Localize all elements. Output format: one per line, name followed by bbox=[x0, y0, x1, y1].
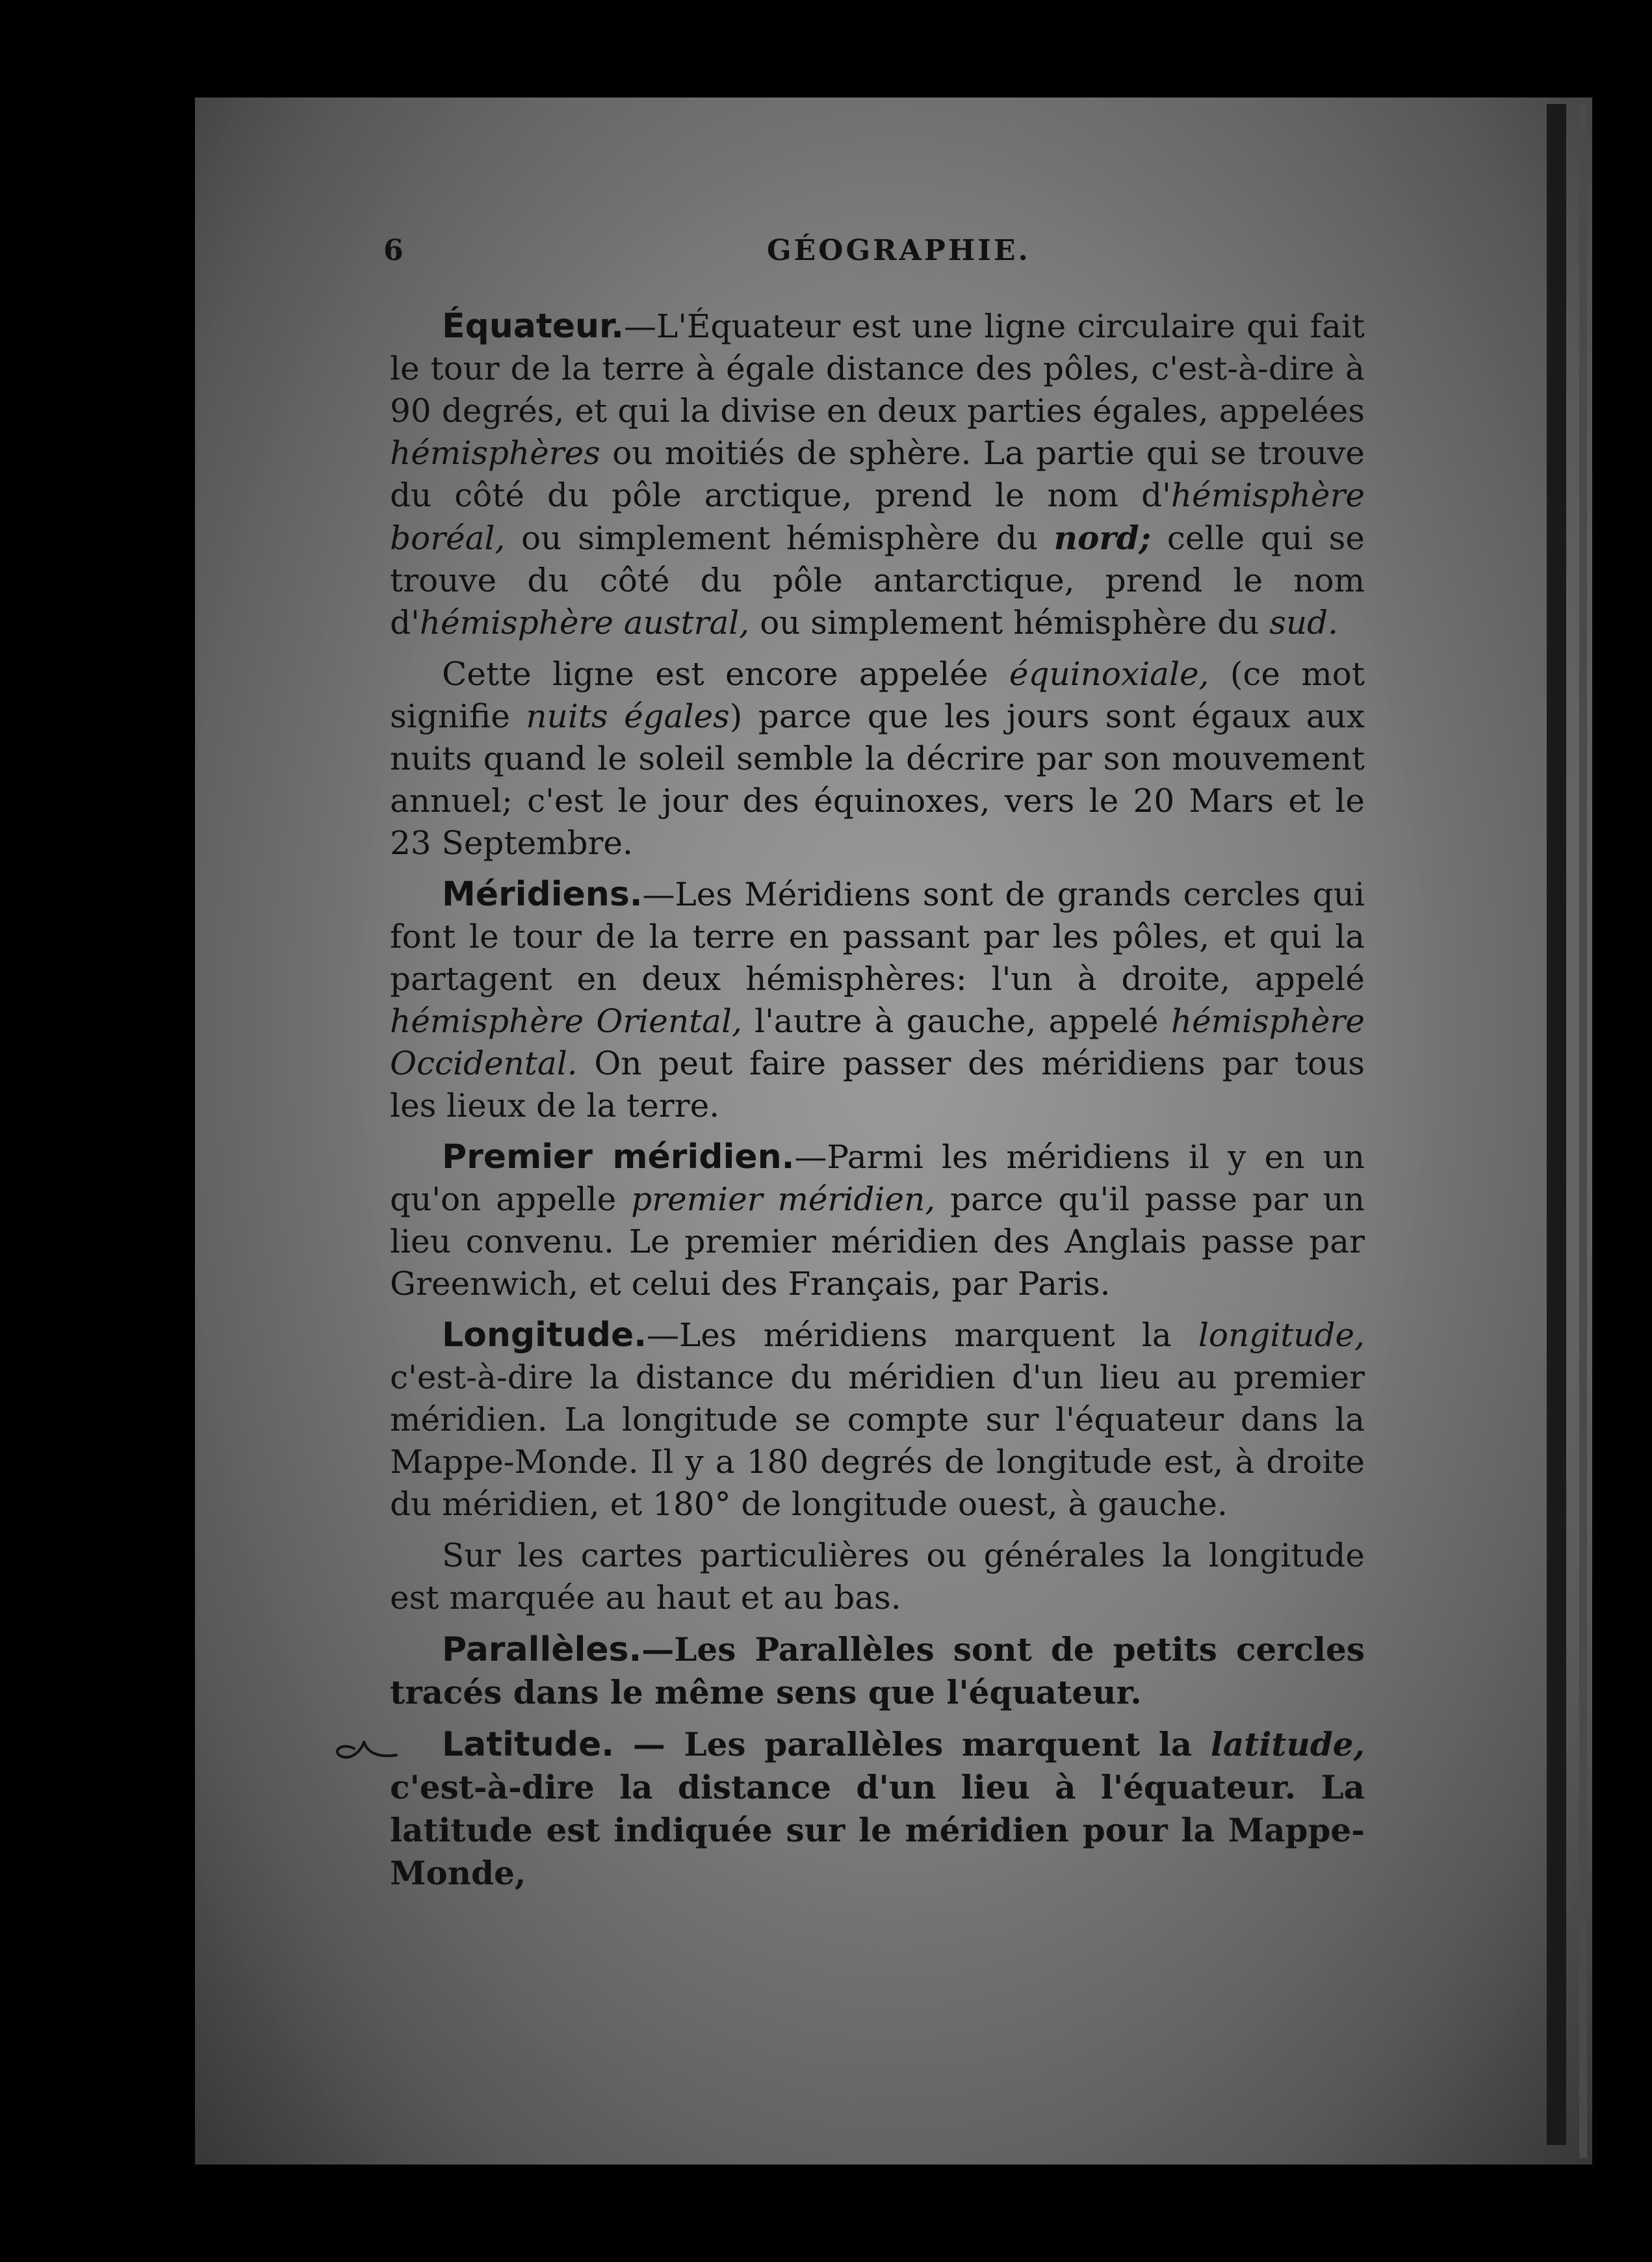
text-run: hémisphères bbox=[390, 434, 600, 472]
text-run: Sur les cartes particulières ou générales la longitude est marquée au haut et au bas. bbox=[390, 1537, 1365, 1617]
body-text bbox=[390, 306, 1365, 1895]
running-header bbox=[383, 234, 1358, 280]
running-title: GÉOGRAPHIE. bbox=[767, 234, 1031, 267]
page-edge bbox=[1579, 104, 1587, 2158]
text-run: ou simplement hémisphère du bbox=[505, 519, 1054, 557]
text-run: c'est-à-dire la distance d'un lieu à l'équateur. La latitude est indiquée sur le méridien pour la Mappe-Monde, bbox=[390, 1768, 1365, 1892]
text-run: hémisphère boréal, bbox=[390, 476, 1365, 557]
text-run: —Les Parallèles sont de petits cercles tracés dans le même sens que l'équateur. bbox=[390, 1630, 1365, 1711]
text-run: —Les méridiens marquent la bbox=[647, 1316, 1198, 1354]
paragraph bbox=[390, 1136, 1365, 1305]
text-run: nord; bbox=[1053, 519, 1152, 557]
handwritten-mark-icon bbox=[328, 1729, 400, 1768]
text-run: ou moitiés de sphère. La partie qui se trouve du côté du pôle arctique, prend le nom d' bbox=[390, 434, 1365, 514]
paragraph bbox=[390, 1535, 1365, 1619]
section-heading: Parallèles. bbox=[442, 1630, 642, 1669]
text-run: équinoxiale, bbox=[1009, 655, 1209, 693]
page-edge-shadow bbox=[1547, 104, 1566, 2145]
text-run: celle qui se trouve du côté du pôle antarctique, prend le nom d' bbox=[390, 519, 1365, 642]
paragraph bbox=[390, 653, 1365, 864]
text-run: nuits égales bbox=[526, 697, 730, 735]
paragraph bbox=[390, 306, 1365, 644]
section-heading: Équateur. bbox=[442, 307, 624, 346]
text-run: parce qu'il passe par un lieu convenu. Le premier méridien des Anglais passe par Greenwich, et celui des Français, par Paris. bbox=[390, 1180, 1365, 1303]
paragraph bbox=[390, 1314, 1365, 1526]
text-run: l'autre à gauche, appelé bbox=[742, 1002, 1171, 1040]
text-run: ou simplement hémisphère du bbox=[749, 604, 1270, 642]
text-run: sud. bbox=[1269, 604, 1339, 642]
text-run: c'est-à-dire la distance du méridien d'un lieu au premier méridien. La longitude se compte sur l'équateur dans la Mappe-Monde. Il y a 180 degrés de longitude est, à droite du méridien, et 180° de longitude ouest, à gauche. bbox=[390, 1358, 1365, 1523]
text-run: hémisphère Occidental. bbox=[390, 1002, 1365, 1082]
text-run: (ce mot signifie bbox=[390, 655, 1365, 735]
section-heading: Latitude. bbox=[442, 1725, 615, 1764]
page-number: 6 bbox=[383, 234, 404, 267]
text-run: hémisphère austral, bbox=[419, 604, 750, 642]
text-run: Cette ligne est encore appelée bbox=[442, 655, 1009, 693]
text-run: —Parmi les méridiens il y en un qu'on appelle bbox=[390, 1138, 1365, 1218]
text-run: ) parce que les jours sont égaux aux nuits quand le soleil semble la décrire par son mouvement annuel; c'est le jour des équinoxes, vers le 20 Mars et le 23 Septembre. bbox=[390, 697, 1365, 862]
text-run: longitude, bbox=[1198, 1316, 1365, 1354]
section-heading: Méridiens. bbox=[442, 875, 643, 914]
paragraph bbox=[390, 1628, 1365, 1714]
section-heading: Premier méridien. bbox=[442, 1138, 795, 1176]
text-run: — Les parallèles marquent la bbox=[614, 1725, 1211, 1763]
section-heading: Longitude. bbox=[442, 1316, 647, 1355]
text-run: —L'Équateur est une ligne circulaire qui fait le tour de la terre à égale distance des pôles, c'est-à-dire à 90 degrés, et qui la divise en deux parties égales, appelées bbox=[390, 307, 1365, 430]
text-run: hémisphère Oriental, bbox=[390, 1002, 742, 1040]
text-run: premier méridien, bbox=[631, 1180, 936, 1218]
text-run: latitude, bbox=[1210, 1725, 1365, 1763]
paragraph bbox=[390, 874, 1365, 1127]
paragraph bbox=[390, 1723, 1365, 1895]
text-run: On peut faire passer des méridiens par tous les lieux de la terre. bbox=[390, 1045, 1365, 1124]
text-run: —Les Méridiens sont de grands cercles qui font le tour de la terre en passant par les pôles, et qui la partagent en deux hémisphères: l'un à droite, appelé bbox=[390, 876, 1365, 998]
